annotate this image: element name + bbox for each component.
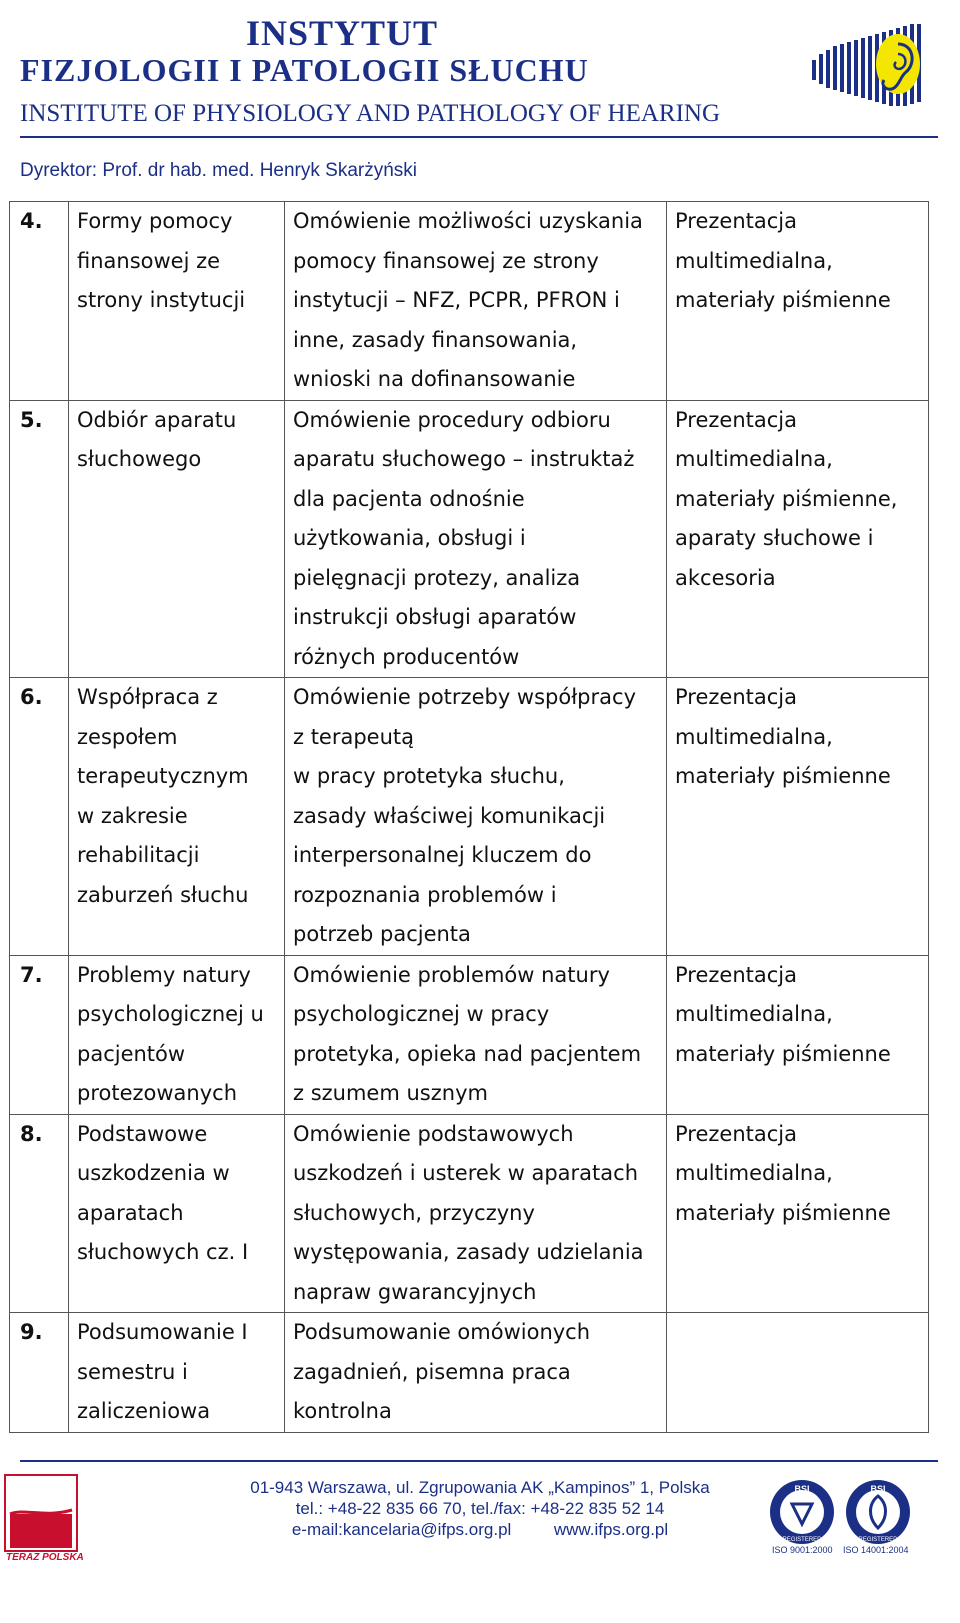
cell-line: użytkowania, obsługi i: [293, 526, 526, 550]
cell-line: materiały piśmienne,: [675, 486, 898, 511]
cell-line: finansowej ze: [77, 248, 221, 273]
cell-line: pielęgnacji protezy, analiza: [293, 565, 581, 590]
cell-line: Odbiór aparatu: [77, 407, 237, 432]
institute-name-line2: FIZJOLOGII I PATOLOGII SŁUCHU: [20, 52, 589, 88]
svg-text:BSI: BSI: [794, 1484, 810, 1494]
cell-line: materiały piśmienne: [675, 288, 891, 312]
row-number: 7.: [10, 955, 69, 1114]
topic-cell: [69, 400, 285, 678]
cell-line: Omówienie procedury odbioru: [293, 407, 611, 432]
cell-line: w pracy protetyka słuchu,: [293, 764, 565, 788]
bsi-iso-14001-badge-icon: [844, 1478, 912, 1546]
cell-line: Podstawowe: [77, 1121, 208, 1146]
cell-line: Prezentacja: [675, 407, 797, 432]
svg-text:BSI: BSI: [870, 1484, 886, 1494]
cell-line: semestru i: [77, 1359, 188, 1384]
footer-address: 01-943 Warszawa, ul. Zgrupowania AK „Kampinos” 1, Polska: [250, 1478, 710, 1497]
description-cell: [285, 1114, 667, 1313]
cell-line: kontrolna: [293, 1399, 392, 1423]
table-row: [10, 1114, 929, 1313]
description-cell: [285, 955, 667, 1114]
form-cell: [667, 1114, 929, 1313]
cell-line: różnych producentów: [293, 644, 520, 669]
cell-line: aparatach: [77, 1200, 184, 1225]
footer-website[interactable]: www.ifps.org.pl: [553, 1520, 669, 1539]
description-cell: [285, 678, 667, 956]
row-number: 5.: [10, 400, 69, 678]
cell-line: zagadnień, pisemna praca: [293, 1359, 571, 1384]
cell-line: multimedialna,: [675, 447, 833, 471]
row-number: 9.: [10, 1313, 69, 1433]
cell-line: materiały piśmienne: [675, 764, 891, 788]
teraz-polska-logo-icon: [4, 1474, 78, 1562]
cell-line: z szumem usznym: [293, 1081, 488, 1105]
cell-line: interpersonalnej kluczem do: [293, 843, 592, 867]
cell-line: instytucji – NFZ, PCPR, PFRON i: [293, 288, 620, 312]
cell-line: Omówienie problemów natury: [293, 962, 610, 987]
cell-line: Omówienie potrzeby współpracy: [293, 685, 636, 709]
form-cell: [667, 202, 929, 401]
topic-cell: [69, 1114, 285, 1313]
cell-line: Podsumowanie I: [77, 1320, 248, 1344]
cell-line: rozpoznania problemów i: [293, 882, 557, 907]
cell-line: słuchowych, przyczyny: [293, 1200, 535, 1225]
iso-14001-caption: ISO 14001:2004: [843, 1545, 909, 1555]
cell-line: Prezentacja: [675, 685, 797, 709]
cell-line: psychologicznej w pracy: [293, 1002, 550, 1026]
cell-line: Prezentacja: [675, 209, 797, 233]
cell-line: zaliczeniowa: [77, 1399, 211, 1423]
cell-line: protetyka, opieka nad pacjentem: [293, 1041, 642, 1066]
cell-line: Omówienie podstawowych: [293, 1121, 574, 1146]
cell-line: Współpraca z: [77, 685, 218, 709]
institute-ear-logo-icon: [810, 14, 940, 114]
cell-line: pacjentów: [77, 1041, 186, 1066]
cell-line: pomocy finansowej ze strony: [293, 248, 599, 273]
svg-text:REGISTERED: REGISTERED: [782, 1537, 822, 1543]
form-cell: [667, 1313, 929, 1433]
cell-line: uszkodzenia w: [77, 1161, 230, 1185]
letterhead: [20, 0, 938, 140]
cell-line: występowania, zasady udzielania: [293, 1240, 644, 1264]
cell-line: Problemy natury: [77, 962, 251, 987]
institute-name-english: INSTITUTE OF PHYSIOLOGY AND PATHOLOGY OF HEARING: [20, 100, 721, 127]
cell-line: potrzeb pacjenta: [293, 922, 471, 946]
cell-line: zespołem: [77, 724, 178, 749]
row-number: 4.: [10, 202, 69, 401]
cell-line: rehabilitacji: [77, 843, 200, 867]
cell-line: w zakresie: [77, 803, 188, 828]
cell-line: Omówienie możliwości uzyskania: [293, 209, 643, 233]
cell-line: multimedialna,: [675, 1002, 833, 1026]
cell-line: psychologicznej u: [77, 1002, 264, 1026]
cell-line: słuchowego: [77, 447, 202, 471]
cell-line: inne, zasady finansowania,: [293, 327, 578, 352]
footer-phone: tel.: +48-22 835 66 70, tel./fax: +48-22 835 52 14: [295, 1499, 665, 1518]
cell-line: Prezentacja: [675, 1121, 797, 1146]
row-number: 8.: [10, 1114, 69, 1313]
bsi-iso-9001-badge-icon: [768, 1478, 836, 1546]
cell-line: akcesoria: [675, 565, 776, 590]
topic-cell: [69, 202, 285, 401]
cell-line: Formy pomocy: [77, 209, 233, 233]
cell-line: dla pacjenta odnośnie: [293, 486, 525, 511]
cell-line: instrukcji obsługi aparatów: [293, 605, 577, 629]
cell-line: multimedialna,: [675, 724, 833, 749]
cell-line: aparatu słuchowego – instruktaż: [293, 447, 635, 471]
description-cell: [285, 1313, 667, 1433]
cell-line: wnioski na dofinansowanie: [293, 367, 576, 391]
iso-9001-caption: ISO 9001:2000: [772, 1545, 833, 1555]
cell-line: Prezentacja: [675, 962, 797, 987]
cell-line: aparaty słuchowe i: [675, 526, 874, 550]
institute-name-line1: INSTYTUT: [246, 13, 439, 53]
cell-line: materiały piśmienne: [675, 1041, 891, 1066]
syllabus-table: [9, 201, 929, 1433]
form-cell: [667, 955, 929, 1114]
cell-line: napraw gwarancyjnych: [293, 1279, 537, 1304]
cell-line: z terapeutą: [293, 724, 415, 749]
description-cell: [285, 400, 667, 678]
table-row: [10, 955, 929, 1114]
table-row: [10, 678, 929, 956]
cell-line: multimedialna,: [675, 1161, 833, 1185]
row-number: 6.: [10, 678, 69, 956]
footer-email[interactable]: e-mail:kancelaria@ifps.org.pl: [291, 1520, 512, 1539]
topic-cell: [69, 1313, 285, 1433]
footer-divider: [20, 1460, 938, 1462]
cell-line: słuchowych cz. I: [77, 1240, 249, 1264]
cell-line: materiały piśmienne: [675, 1200, 891, 1225]
table-row: [10, 1313, 929, 1433]
director-line: Dyrektor: Prof. dr hab. med. Henryk Skarżyński: [20, 160, 418, 181]
form-cell: [667, 400, 929, 678]
cell-line: strony instytucji: [77, 288, 246, 312]
cell-line: protezowanych: [77, 1081, 238, 1105]
description-cell: [285, 202, 667, 401]
cell-line: multimedialna,: [675, 248, 833, 273]
cell-line: terapeutycznym: [77, 764, 249, 788]
cell-line: Podsumowanie omówionych: [293, 1320, 591, 1344]
table-row: [10, 400, 929, 678]
svg-text:REGISTERED: REGISTERED: [858, 1537, 898, 1543]
header-divider: [20, 136, 938, 138]
teraz-polska-caption: TERAZ POLSKA: [6, 1552, 84, 1563]
form-cell: [667, 678, 929, 956]
cell-line: uszkodzeń i usterek w aparatach: [293, 1161, 639, 1185]
topic-cell: [69, 678, 285, 956]
cell-line: zaburzeń słuchu: [77, 882, 249, 907]
table-row: [10, 202, 929, 401]
cell-line: zasady właściwej komunikacji: [293, 803, 606, 828]
topic-cell: [69, 955, 285, 1114]
